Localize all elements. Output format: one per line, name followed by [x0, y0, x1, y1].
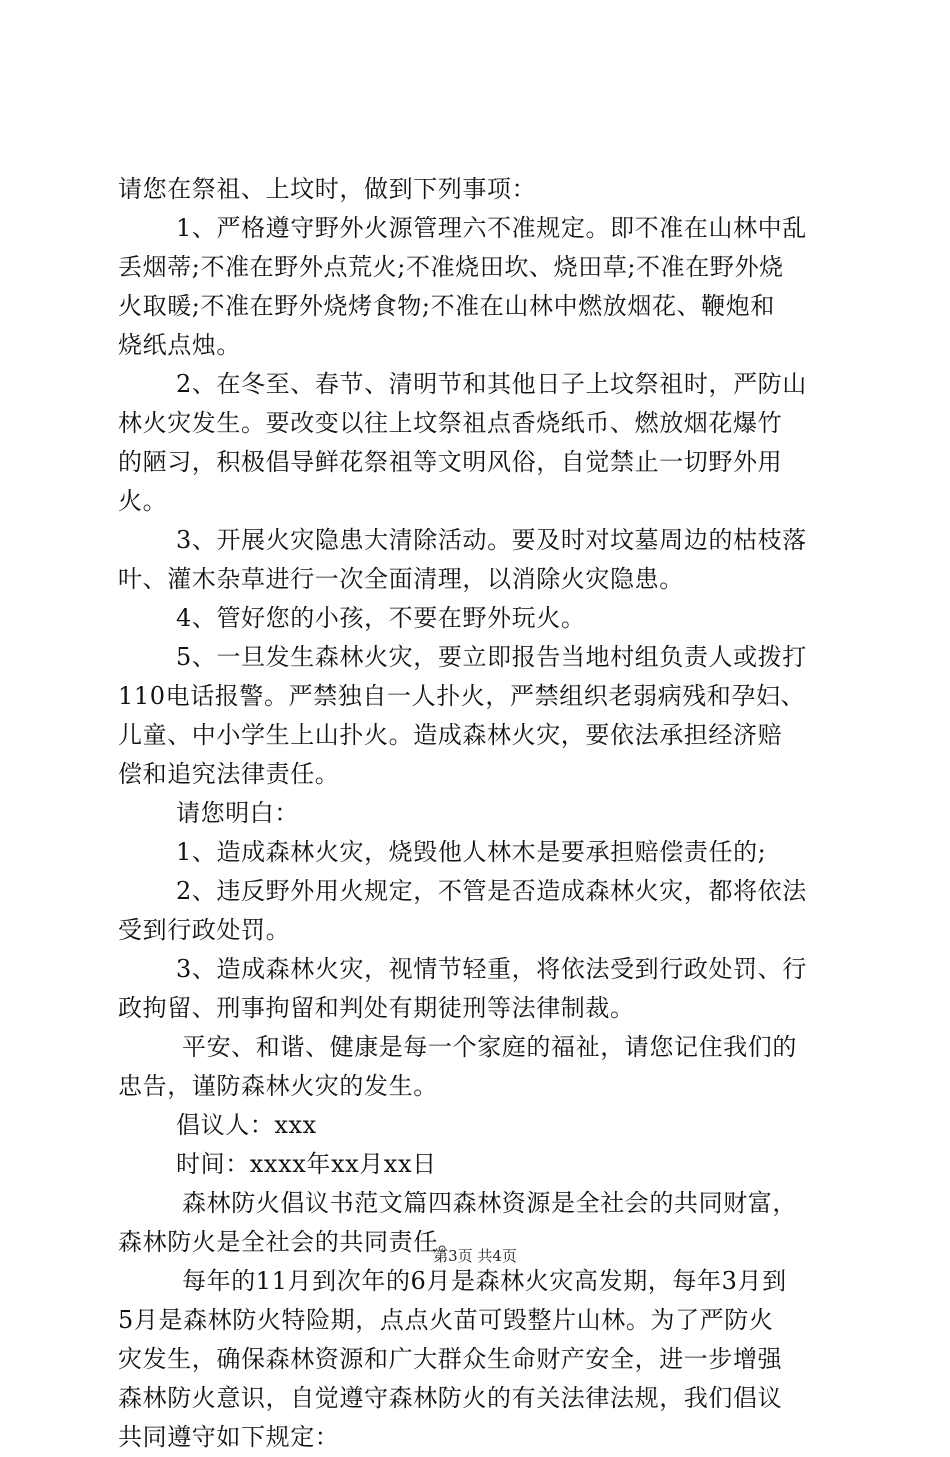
- text-line: 火取暖;不准在野外烧烤食物;不准在山林中燃放烟花、鞭炮和: [118, 292, 775, 320]
- text-line: 政拘留、刑事拘留和判处有期徒刑等法律制裁。: [118, 994, 635, 1022]
- text-line: 偿和追究法律责任。: [118, 760, 340, 788]
- text-line: 3、开展火灾隐患大清除活动。要及时对坟墓周边的枯枝落: [176, 526, 807, 554]
- text-line: 时间：xxxx年xx月xx日: [176, 1150, 437, 1178]
- text-line: 烧纸点烛。: [118, 331, 241, 359]
- text-line: 3、造成森林火灾，视情节轻重，将依法受到行政处罚、行: [176, 955, 807, 983]
- text-line: 林火灾发生。要改变以往上坟祭祖点香烧纸币、燃放烟花爆竹: [118, 409, 783, 437]
- text-line: 5月是森林防火特险期，点点火苗可毁整片山林。为了严防火: [118, 1306, 774, 1334]
- text-line: 火。: [118, 487, 168, 515]
- text-line: 请您在祭祖、上坟时，做到下列事项：: [118, 175, 537, 203]
- text-line: 丢烟蒂;不准在野外点荒火;不准烧田坎、烧田草;不准在野外烧: [118, 253, 784, 281]
- text-line: 平安、和谐、健康是每一个家庭的福祉，请您记住我们的: [182, 1033, 797, 1061]
- text-line: 共同遵守如下规定：: [118, 1423, 340, 1451]
- text-line: 1、严格遵守野外火源管理六不准规定。即不准在山林中乱: [176, 214, 807, 242]
- text-line: 森林防火是全社会的共同责任。: [118, 1228, 463, 1256]
- text-line: 灾发生，确保森林资源和广大群众生命财产安全，进一步增强: [118, 1345, 783, 1373]
- text-line: 忠告，谨防森林火灾的发生。: [118, 1072, 438, 1100]
- text-line: 森林防火倡议书范文篇四森林资源是全社会的共同财富，: [182, 1189, 797, 1217]
- text-line: 森林防火意识，自觉遵守森林防火的有关法律法规，我们倡议: [118, 1384, 783, 1412]
- text-line: 110电话报警。严禁独自一人扑火，严禁组织老弱病残和孕妇、: [118, 682, 806, 710]
- text-line: 倡议人：xxx: [176, 1111, 317, 1139]
- text-line: 2、在冬至、春节、清明节和其他日子上坟祭祖时，严防山: [176, 370, 807, 398]
- text-line: 的陋习，积极倡导鲜花祭祖等文明风俗，自觉禁止一切野外用: [118, 448, 783, 476]
- page-footer: 第3页 共4页: [433, 1247, 517, 1265]
- text-line: 每年的11月到次年的6月是森林火灾高发期，每年3月到: [182, 1267, 787, 1295]
- text-line: 儿童、中小学生上山扑火。造成森林火灾，要依法承担经济赔: [118, 721, 783, 749]
- text-line: 受到行政处罚。: [118, 916, 291, 944]
- text-line: 5、一旦发生森林火灾，要立即报告当地村组负责人或拨打: [176, 643, 807, 671]
- text-line: 请您明白：: [176, 799, 299, 827]
- text-line: 叶、灌木杂草进行一次全面清理，以消除火灾隐患。: [118, 565, 684, 593]
- text-line: 4、管好您的小孩，不要在野外玩火。: [176, 604, 586, 632]
- text-line: 1、造成森林火灾，烧毁他人林木是要承担赔偿责任的;: [176, 838, 767, 866]
- text-line: 2、违反野外用火规定，不管是否造成森林火灾，都将依法: [176, 877, 807, 905]
